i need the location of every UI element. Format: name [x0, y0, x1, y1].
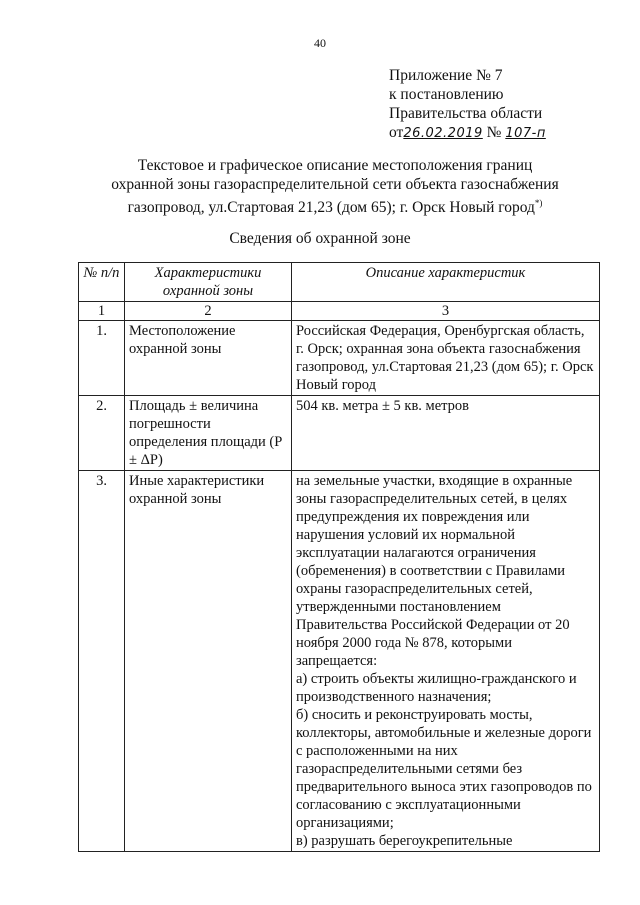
- description-item-b: б) сносить и реконструировать мосты, коллекторы, автомобильные и железные дороги с расположенными на них газораспределительными сетями без предварительного выноса этих газопроводов по согласованию с эксплуатационными организациями;: [296, 707, 592, 831]
- section-subtitle: Сведения об охранной зоне: [229, 230, 411, 247]
- row-number: 1.: [79, 321, 125, 396]
- row-description: 504 кв. метра ± 5 кв. метров: [292, 396, 600, 471]
- column-number-1: 1: [79, 302, 125, 321]
- row-characteristic: Местоположение охранной зоны: [125, 321, 292, 396]
- appendix-date-line: [389, 123, 546, 143]
- column-number-3: 3: [292, 302, 600, 321]
- row-characteristic: Площадь ± величина погрешности определения площади (P ± ΔP): [125, 396, 292, 471]
- table-header-row: [79, 263, 600, 302]
- footnote-mark: *): [534, 198, 543, 208]
- protection-zone-table: [78, 262, 600, 852]
- title-line-2: охранной зоны газораспределительной сети объекта газоснабжения: [111, 176, 559, 193]
- appendix-block: [389, 66, 546, 143]
- header-number: № п/п: [79, 263, 125, 302]
- appendix-line-2: к постановлению: [389, 86, 504, 103]
- table-row: [79, 471, 600, 852]
- appendix-line-1: Приложение № 7: [389, 67, 503, 84]
- column-number-2: 2: [125, 302, 292, 321]
- row-characteristic: Иные характеристики охранной зоны: [125, 471, 292, 852]
- header-characteristic: Характеристики охранной зоны: [125, 263, 292, 302]
- description-item-c: в) разрушать берегоукрепительные: [296, 833, 513, 849]
- handwritten-date: 26.02.2019: [403, 126, 483, 141]
- row-number: 2.: [79, 396, 125, 471]
- page-number: 40: [314, 36, 326, 50]
- table-row: [79, 396, 600, 471]
- header-description: Описание характеристик: [292, 263, 600, 302]
- row-number: 3.: [79, 471, 125, 852]
- row-description: Российская Федерация, Оренбургская область, г. Орск; охранная зона объекта газоснабжения газопровод, ул.Стартовая 21,23 (дом 65); г. Орск Новый город: [292, 321, 600, 396]
- title-line-3: [100, 194, 570, 217]
- title-line-1: Текстовое и графическое описание местоположения границ: [137, 157, 533, 174]
- row-description: [292, 471, 600, 852]
- handwritten-number: 107-п: [505, 126, 546, 141]
- description-item-a: а) строить объекты жилищно-гражданского и производственного назначения;: [296, 671, 577, 705]
- title-line-3-text: газопровод, ул.Стартовая 21,23 (дом 65); г. Орск Новый город: [127, 199, 535, 217]
- number-prefix: №: [486, 124, 502, 141]
- table-row: [79, 321, 600, 396]
- document-title: [100, 156, 570, 217]
- column-numbers-row: [79, 302, 600, 321]
- description-paragraph: на земельные участки, входящие в охранные зоны газораспределительных сетей, в целях предупреждения их повреждения или нарушения условий их нормальной эксплуатации налагаются ограничения (обременения) в соответствии с Правилами охраны газораспределительных сетей, утвержденными постановлением Правительства Российской Федерации от 20 ноября 2000 года № 878, которыми запрещается:: [296, 473, 573, 669]
- date-prefix: от: [389, 124, 404, 141]
- appendix-line-3: Правительства области: [389, 105, 543, 122]
